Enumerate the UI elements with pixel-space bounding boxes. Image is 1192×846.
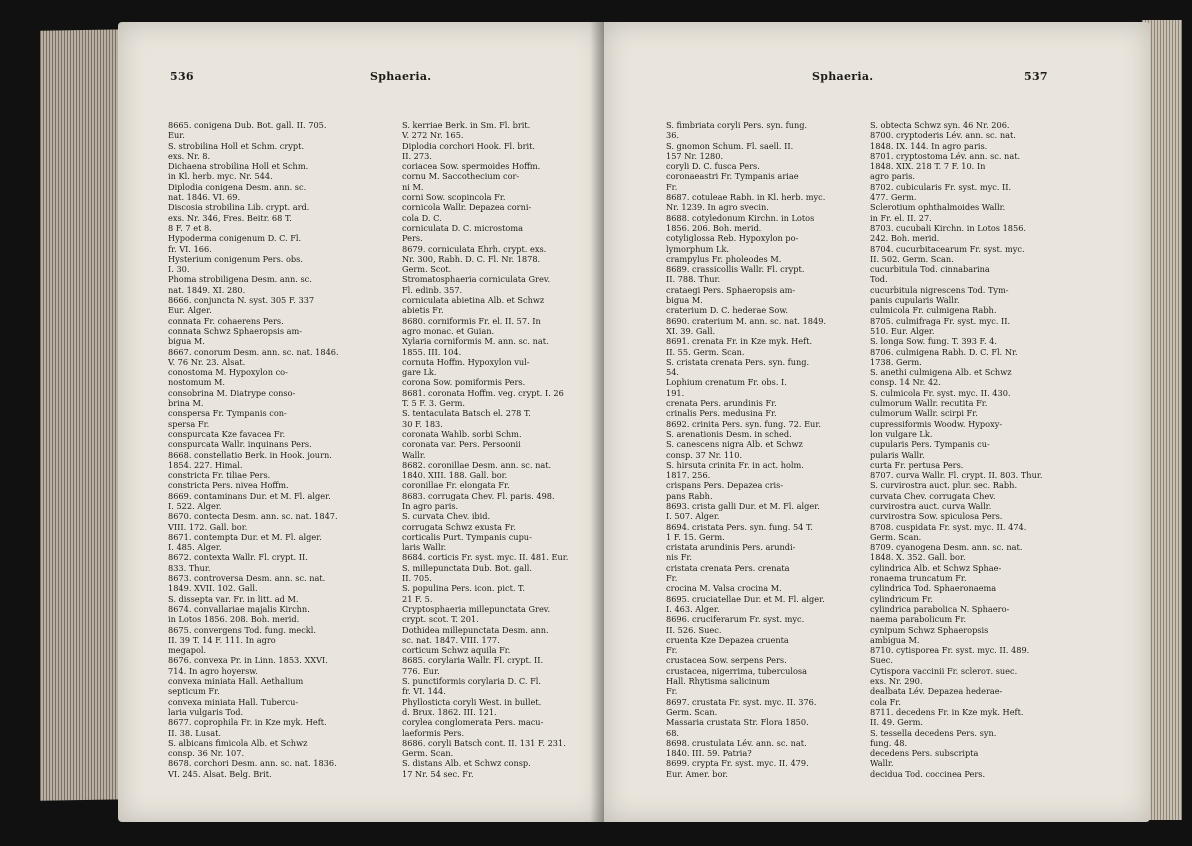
- text-line: 8708. cuspidata Fr. syst. myc. II. 474.: [870, 521, 1027, 532]
- text-line: 8702. cubicularis Fr. syst. myc. II.: [870, 181, 1012, 192]
- text-line: Fl. edinb. 357.: [402, 284, 463, 295]
- text-line: cucurbitula nigrescens Tod. Tym-: [870, 284, 1009, 295]
- text-line: 8 F. 7 et 8.: [168, 222, 212, 233]
- text-line: cornuta Hoffm. Hypoxylon vul-: [402, 356, 530, 367]
- text-line: Hysterium conigenum Pers. obs.: [168, 253, 303, 264]
- text-line: 1 F. 15. Germ.: [666, 531, 725, 542]
- text-line: II. 526. Suec.: [666, 624, 722, 635]
- text-line: Wallr.: [402, 449, 426, 460]
- text-line: laria vulgaris Tod.: [168, 706, 244, 717]
- text-line: 8680. corniformis Fr. el. II. 57. In: [402, 315, 541, 326]
- text-line: lymorphum Lk.: [666, 243, 730, 254]
- text-line: II. 273.: [402, 150, 432, 161]
- text-line: cola D. C.: [402, 212, 442, 223]
- text-line: Eur. Amer. bor.: [666, 768, 728, 779]
- text-line: lon vulgare Lk.: [870, 428, 933, 439]
- text-line: 8669. contaminans Dur. et M. Fl. alger.: [168, 490, 331, 501]
- text-line: crataegi Pers. Sphaeropsis am-: [666, 284, 796, 295]
- text-line: cylindricum Fr.: [870, 593, 934, 604]
- text-line: XI. 39. Gall.: [666, 325, 716, 336]
- text-line: gare Lk.: [402, 367, 437, 378]
- text-line: 8683. corrugata Chev. Fl. paris. 498.: [402, 490, 555, 501]
- text-line: Eur. Alger.: [168, 305, 212, 316]
- text-line: 8691. crenata Fr. in Kze myk. Heft.: [666, 336, 813, 347]
- text-line: cucurbitula Tod. cinnabarina: [870, 264, 990, 275]
- text-line: Fr.: [666, 686, 678, 697]
- text-line: 8710. cytisporea Fr. syst. myc. II. 489.: [870, 645, 1030, 656]
- text-line: 8695. cruciatellae Dur. et M. Fl. alger.: [666, 593, 825, 604]
- text-line: Cytispora vaccinii Fr. scleroт. suec.: [870, 665, 1018, 676]
- text-line: conspersa Fr. Tympanis con-: [168, 408, 287, 419]
- text-line: convexa miniata Hall. Aethalium: [168, 676, 304, 687]
- text-line: II. 38. Lusat.: [168, 727, 221, 738]
- text-line: cotyliglossa Reb. Hypoxylon po-: [666, 233, 799, 244]
- text-line: Stromatosphaeria corniculata Grev.: [402, 274, 551, 285]
- text-line: V. 272 Nr. 165.: [402, 130, 464, 141]
- text-line: 8701. cryptostoma Lév. ann. sc. nat.: [870, 150, 1021, 161]
- text-line: cylindrica parabolica N. Sphaero-: [870, 603, 1010, 614]
- text-line: cornicola Wallr. Depazea corni-: [402, 202, 532, 213]
- text-line: Hypoderma conigenum D. C. Fl.: [168, 233, 302, 244]
- text-line: 8674. convallariae majalis Kirchn.: [168, 603, 310, 614]
- text-line: T. 5 F. 3. Germ.: [402, 398, 465, 409]
- text-line: Germ. Scan.: [870, 531, 922, 542]
- text-line: S. hirsuta crinita Fr. in act. holm.: [666, 459, 804, 470]
- text-line: Lophium crenatum Fr. obs. I.: [666, 377, 787, 388]
- text-line: 17 Nr. 54 sec. Fr.: [402, 768, 474, 779]
- text-line: corniculata D. C. microstoma: [402, 222, 523, 233]
- text-line: coronata Wahlb. sorbi Schm.: [402, 428, 522, 439]
- text-line: bigua M.: [666, 295, 703, 306]
- text-line: 1848. X. 352. Gall. bor.: [870, 552, 966, 563]
- text-line: corrugata Schwz exusta Fr.: [402, 521, 516, 532]
- right-page-number: 537: [1024, 70, 1048, 83]
- text-line: bigua M.: [168, 336, 205, 347]
- right-column-2: [870, 120, 1062, 810]
- text-line: 510. Eur. Alger.: [870, 325, 935, 336]
- text-line: I. 522. Alger.: [168, 500, 222, 511]
- text-line: S. populina Pers. icon. pict. T.: [402, 583, 525, 594]
- text-line: 714. In agro hoyersw.: [168, 665, 258, 676]
- right-column-1: [666, 120, 862, 810]
- text-line: constricta Pers. nivea Hoffm.: [168, 480, 289, 491]
- text-line: Diplodia corchori Hook. Fl. brit.: [402, 140, 536, 151]
- text-line: 8693. crista galli Dur. et M. Fl. alger.: [666, 500, 820, 511]
- text-line: I. 30.: [168, 264, 190, 275]
- left-page: [118, 22, 604, 822]
- text-line: nat. 1846. VI. 69.: [168, 192, 241, 203]
- text-line: S. canescens nigra Alb. et Schwz: [666, 439, 803, 450]
- text-line: exs. Nr. 346, Fres. Beitr. 68 T.: [168, 212, 292, 223]
- text-line: 8699. crypta Fr. syst. myc. II. 479.: [666, 758, 809, 769]
- text-line: 8688. cotyledonum Kirchn. in Lotos: [666, 212, 815, 223]
- text-line: II. 788. Thur.: [666, 274, 721, 285]
- left-column-2: [402, 120, 600, 810]
- text-line: 8711. decedens Fr. in Kze myk. Heft.: [870, 706, 1024, 717]
- text-line: 1849. XVII. 102. Gall.: [168, 583, 258, 594]
- text-line: 8703. cucubali Kirchn. in Lotos 1856.: [870, 222, 1027, 233]
- text-line: in Kl. herb. myc. Nr. 544.: [168, 171, 273, 182]
- text-line: laeformis Pers.: [402, 727, 465, 738]
- text-line: in Fr. el. II. 27.: [870, 212, 932, 223]
- text-line: crinalis Pers. medusina Fr.: [666, 408, 777, 419]
- text-line: VI. 245. Alsat. Belg. Brit.: [168, 768, 272, 779]
- text-line: spersa Fr.: [168, 418, 210, 429]
- text-line: 242. Boh. merid.: [870, 233, 940, 244]
- text-line: S. kerriae Berk. in Sm. Fl. brit.: [402, 120, 531, 130]
- text-line: nat. 1849. XI. 280.: [168, 284, 246, 295]
- text-line: S. tessella decedens Pers. syn.: [870, 727, 997, 738]
- text-line: 477. Germ.: [870, 192, 917, 203]
- text-line: culmorum Wallr. recutita Fr.: [870, 398, 988, 409]
- text-line: S. albicans fimicola Alb. et Schwz: [168, 737, 308, 748]
- text-line: conspurcata Kze favacea Fr.: [168, 428, 286, 439]
- text-line: 68.: [666, 727, 680, 738]
- text-line: connata Fr. cohaerens Pers.: [168, 315, 284, 326]
- text-line: S. culmicola Fr. syst. myc. II. 430.: [870, 387, 1011, 398]
- text-line: 8687. cotuleae Rabh. in Kl. herb. myc.: [666, 192, 826, 203]
- text-line: ronaema truncatum Fr.: [870, 573, 967, 584]
- text-line: crocina M. Valsa crocina M.: [666, 583, 782, 594]
- text-line: 8682. coronillae Desm. ann. sc. nat.: [402, 459, 552, 470]
- text-line: corylea conglomerata Pers. macu-: [402, 717, 544, 728]
- text-line: agro paris.: [870, 171, 916, 182]
- text-line: S. dissepta var. Fr. in litt. ad M.: [168, 593, 299, 604]
- text-line: 8673. controversa Desm. ann. sc. nat.: [168, 573, 326, 584]
- text-line: cupressiformis Woodw. Hypoxy-: [870, 418, 1003, 429]
- text-line: S. millepunctata Dub. Bot. gall.: [402, 562, 532, 573]
- text-line: 8666. conjuncta N. syst. 305 F. 337: [168, 295, 315, 306]
- text-line: Germ. Scot.: [402, 264, 452, 275]
- text-line: abietis Fr.: [402, 305, 444, 316]
- text-line: 36.: [666, 130, 680, 141]
- text-line: 8692. crinita Pers. syn. fung. 72. Eur.: [666, 418, 821, 429]
- text-line: 8677. coprophila Fr. in Kze myk. Heft.: [168, 717, 327, 728]
- text-line: II. 49. Germ.: [870, 717, 923, 728]
- text-line: brina M.: [168, 398, 204, 409]
- text-line: nostomum M.: [168, 377, 226, 388]
- text-line: S. gnomon Schum. Fl. saell. II.: [666, 140, 794, 151]
- text-line: S. fimbriata coryli Pers. syn. fung.: [666, 120, 808, 130]
- text-line: connata Schwz Sphaeropsis am-: [168, 325, 303, 336]
- text-line: constricta Fr. tiliae Pers.: [168, 470, 271, 481]
- text-line: 1817. 256.: [666, 470, 711, 481]
- text-line: Dothidea millepunctata Desm. ann.: [402, 624, 549, 635]
- text-line: coronata var. Pers. Persoonii: [402, 439, 521, 450]
- text-line: I. 485. Alger.: [168, 542, 222, 553]
- text-line: corniculata abietina Alb. et Schwz: [402, 295, 545, 306]
- right-page: [604, 22, 1150, 822]
- text-line: cynipum Schwz Sphaeropsis: [870, 624, 989, 635]
- text-line: cylindrica Alb. et Schwz Sphae-: [870, 562, 1002, 573]
- text-line: S. punctiformis corylaria D. C. Fl.: [402, 676, 541, 687]
- text-line: 8681. coronata Hoffm. veg. crypt. I. 26: [402, 387, 564, 398]
- text-line: crustacea Sow. serpens Pers.: [666, 655, 787, 666]
- text-line: Fr.: [666, 181, 678, 192]
- text-line: 1855. III. 104.: [402, 346, 462, 357]
- text-line: septicum Fr.: [168, 686, 220, 697]
- text-line: I. 463. Alger.: [666, 603, 720, 614]
- text-line: pans Rabh.: [666, 490, 713, 501]
- text-line: 8671. contempta Dur. et M. Fl. alger.: [168, 531, 322, 542]
- text-line: Nr. 300, Rabh. D. C. Fl. Nr. 1878.: [402, 253, 541, 264]
- text-line: Massaria crustata Str. Flora 1850.: [666, 717, 809, 728]
- book-edge-left: [40, 29, 130, 801]
- text-line: 191.: [666, 387, 685, 398]
- text-line: consobrina M. Diatrype conso-: [168, 387, 296, 398]
- text-line: 8697. crustata Fr. syst. myc. II. 376.: [666, 696, 817, 707]
- text-line: Hall. Rhytisma salicinum: [666, 676, 770, 687]
- text-line: corni Sow. scopincola Fr.: [402, 192, 506, 203]
- text-line: crenata Pers. arundinis Fr.: [666, 398, 777, 409]
- text-line: craterium D. C. hederae Sow.: [666, 305, 788, 316]
- text-line: cruenta Kze Depazea cruenta: [666, 634, 789, 645]
- text-line: ni M.: [402, 181, 424, 192]
- left-page-number: 536: [170, 70, 194, 83]
- text-line: Fr.: [666, 573, 678, 584]
- text-line: I. 507. Alger.: [666, 511, 720, 522]
- text-line: II. 55. Germ. Scan.: [666, 346, 745, 357]
- text-line: 21 F. 5.: [402, 593, 433, 604]
- text-line: 776. Eur.: [402, 665, 440, 676]
- text-line: corticalis Purt. Tympanis cupu-: [402, 531, 532, 542]
- text-line: conspurcata Wallr. inquinans Pers.: [168, 439, 312, 450]
- text-line: nis Fr.: [666, 552, 692, 563]
- left-column-1: [168, 120, 394, 810]
- text-line: fr. VI. 166.: [168, 243, 212, 254]
- text-line: In agro paris.: [402, 500, 459, 511]
- text-line: II. 39 T. 14 F. 111. In agro: [168, 634, 276, 645]
- text-line: naema parabolicum Fr.: [870, 614, 967, 625]
- text-line: S. arenationis Desm. in sched.: [666, 428, 792, 439]
- text-line: 8676. convexa Pr. in Linn. 1853. XXVI.: [168, 655, 328, 666]
- text-line: agro monac. et Guian.: [402, 325, 495, 336]
- text-line: Wallr.: [870, 758, 894, 769]
- text-line: Tod.: [870, 274, 888, 285]
- text-line: 8675. convergens Tod. fung. meckl.: [168, 624, 316, 635]
- text-line: V. 76 Nr. 23. Alsat.: [168, 356, 246, 367]
- text-line: exs. Nr. 290.: [870, 676, 923, 687]
- text-line: cristata crenata Pers. crenata: [666, 562, 790, 573]
- text-line: 8667. conorum Desm. ann. sc. nat. 1846.: [168, 346, 339, 357]
- text-line: sc. nat. 1847. VIII. 177.: [402, 634, 500, 645]
- text-line: cylindrica Tod. Sphaeronaema: [870, 583, 997, 594]
- text-line: fr. VI. 144.: [402, 686, 446, 697]
- text-line: 8700. cryptoderis Lév. ann. sc. nat.: [870, 130, 1016, 141]
- text-line: S. curvata Chev. ibid.: [402, 511, 491, 522]
- text-line: Discosia strobilina Lib. crypt. ard.: [168, 202, 310, 213]
- text-line: 1848. XIX. 218 T. 7 F. 10. In: [870, 161, 986, 172]
- text-line: 1854. 227. Himal.: [168, 459, 243, 470]
- text-line: 8670. contecta Desm. ann. sc. nat. 1847.: [168, 511, 338, 522]
- left-running-head: Sphaeria.: [370, 70, 432, 83]
- text-line: curvata Chev. corrugata Chev.: [870, 490, 996, 501]
- text-line: 1840. III. 59. Patria?: [666, 748, 752, 759]
- text-line: 8672. contexta Wallr. Fl. crypt. II.: [168, 552, 308, 563]
- text-line: 1840. XIII. 188. Gall. bor.: [402, 470, 508, 481]
- text-line: 8709. cyanogena Desm. ann. sc. nat.: [870, 542, 1023, 553]
- text-line: S. cristata crenata Pers. syn. fung.: [666, 356, 810, 367]
- text-line: convexa miniata Hall. Tubercu-: [168, 696, 299, 707]
- text-line: S. anethi culmigena Alb. et Schwz: [870, 367, 1012, 378]
- text-line: culmorum Wallr. scirpi Fr.: [870, 408, 978, 419]
- text-line: 8694. cristata Pers. syn. fung. 54 T.: [666, 521, 813, 532]
- text-line: 54.: [666, 367, 680, 378]
- text-line: Pers.: [402, 233, 423, 244]
- text-line: panis cupularis Wallr.: [870, 295, 960, 306]
- text-line: curvirostra auct. curva Wallr.: [870, 500, 992, 511]
- text-line: 1848. IX. 144. In agro paris.: [870, 140, 988, 151]
- text-line: Fr.: [666, 645, 678, 656]
- text-line: 8690. craterium M. ann. sc. nat. 1849.: [666, 315, 827, 326]
- text-line: cupularis Pers. Tympanis cu-: [870, 439, 990, 450]
- text-line: curvirostra Sow. spiculosa Pers.: [870, 511, 1003, 522]
- text-line: consp. 14 Nr. 42.: [870, 377, 941, 388]
- text-line: in Lotos 1856. 208. Boh. merid.: [168, 614, 300, 625]
- text-line: 8707. curva Wallr. Fl. crypt. II. 803. Thur.: [870, 470, 1043, 481]
- text-line: Xylaria corniformis M. ann. sc. nat.: [402, 336, 549, 347]
- text-line: 8665. conigena Dub. Bot. gall. II. 705.: [168, 120, 327, 130]
- text-line: coriacea Sow. spermoides Hoffm.: [402, 161, 541, 172]
- text-line: pularis Wallr.: [870, 449, 925, 460]
- text-line: 8668. constellatio Berk. in Hook. journ.: [168, 449, 332, 460]
- text-line: Dichaena strobilina Holl et Schm.: [168, 161, 309, 172]
- text-line: crustacea, nigerrima, tuberculosa: [666, 665, 807, 676]
- text-line: Sclerotium ophthalmoides Wallr.: [870, 202, 1006, 213]
- text-line: 8684. corticis Fr. syst. myc. II. 481. Eur.: [402, 552, 569, 563]
- text-line: laris Wallr.: [402, 542, 447, 553]
- text-line: 8679. corniculata Ehrh. crypt. exs.: [402, 243, 547, 254]
- text-line: cornu M. Saccothecium cor-: [402, 171, 520, 182]
- text-line: crampylus Fr. pholeodes M.: [666, 253, 782, 264]
- text-line: megapol.: [168, 645, 207, 656]
- text-line: 8696. cruciferarum Fr. syst. myc.: [666, 614, 805, 625]
- text-line: fung. 48.: [870, 737, 908, 748]
- text-line: 8678. corchori Desm. ann. sc. nat. 1836.: [168, 758, 337, 769]
- text-line: 30 F. 183.: [402, 418, 443, 429]
- text-line: Diplodia conigena Desm. ann. sc.: [168, 181, 307, 192]
- text-line: S. curvirostra auct. plur. sec. Rabh.: [870, 480, 1018, 491]
- text-line: coronillae Fr. elongata Fr.: [402, 480, 510, 491]
- text-line: S. distans Alb. et Schwz consp.: [402, 758, 531, 769]
- text-line: corona Sow. pomiformis Pers.: [402, 377, 526, 388]
- text-line: Eur.: [168, 130, 185, 141]
- text-line: 8706. culmigena Rabh. D. C. Fl. Nr.: [870, 346, 1018, 357]
- text-line: ambigua M.: [870, 634, 920, 645]
- text-line: consp. 37 Nr. 110.: [666, 449, 743, 460]
- text-line: corticum Schwz aquila Fr.: [402, 645, 511, 656]
- text-line: 8686. coryli Batsch cont. II. 131 F. 231.: [402, 737, 566, 748]
- text-line: II. 502. Germ. Scan.: [870, 253, 954, 264]
- text-line: II. 705.: [402, 573, 432, 584]
- text-line: 8698. crustulata Lév. ann. sc. nat.: [666, 737, 807, 748]
- text-line: S. obtecta Schwz syn. 46 Nr. 206.: [870, 120, 1010, 130]
- text-line: Phyllosticta coryli West. in bullet.: [402, 696, 542, 707]
- text-line: Germ. Scan.: [402, 748, 454, 759]
- text-line: conostoma M. Hypoxylon co-: [168, 367, 288, 378]
- text-line: culmicola Fr. culmigena Rabh.: [870, 305, 997, 316]
- text-line: Nr. 1239. In agro svecin.: [666, 202, 769, 213]
- text-line: coronaeastri Fr. Tympanis ariae: [666, 171, 799, 182]
- text-line: crispans Pers. Depazea cris-: [666, 480, 784, 491]
- text-line: Suec.: [870, 655, 893, 666]
- text-line: consp. 36 Nr. 107.: [168, 748, 245, 759]
- text-line: 8704. cucurbitacearum Fr. syst. myc.: [870, 243, 1025, 254]
- text-line: cola Fr.: [870, 696, 901, 707]
- right-running-head: Sphaeria.: [812, 70, 874, 83]
- text-line: crypt. scot. T. 201.: [402, 614, 479, 625]
- text-line: Germ. Scan.: [666, 706, 718, 717]
- text-line: dealbata Lév. Depazea hederae-: [870, 686, 1003, 697]
- text-line: 1738. Germ.: [870, 356, 922, 367]
- text-line: 8705. culmifraga Fr. syst. myc. II.: [870, 315, 1011, 326]
- text-line: exs. Nr. 8.: [168, 150, 211, 161]
- text-line: S. strobilina Holl et Schm. crypt.: [168, 140, 305, 151]
- text-line: coryli D. C. fusca Pers.: [666, 161, 760, 172]
- text-line: 1856. 206. Boh. merid.: [666, 222, 762, 233]
- text-line: d. Brux. 1862. III. 121.: [402, 706, 497, 717]
- text-line: Cryptosphaeria millepunctata Grev.: [402, 603, 551, 614]
- text-line: S. longa Sow. fung. T. 393 F. 4.: [870, 336, 997, 347]
- text-line: decidua Tod. coccinea Pers.: [870, 768, 986, 779]
- text-line: VIII. 172. Gall. bor.: [168, 521, 248, 532]
- text-line: curta Fr. pertusa Pers.: [870, 459, 964, 470]
- text-line: 833. Thur.: [168, 562, 211, 573]
- text-line: 8685. corylaria Wallr. Fl. crypt. II.: [402, 655, 544, 666]
- text-line: 157 Nr. 1280.: [666, 150, 724, 161]
- text-line: 8689. crassicollis Wallr. Fl. crypt.: [666, 264, 805, 275]
- text-line: cristata arundinis Pers. arundi-: [666, 542, 796, 553]
- text-line: decedens Pers. subscripta: [870, 748, 979, 759]
- text-line: Phoma strobiligena Desm. ann. sc.: [168, 274, 312, 285]
- text-line: S. tentaculata Batsch el. 278 T.: [402, 408, 531, 419]
